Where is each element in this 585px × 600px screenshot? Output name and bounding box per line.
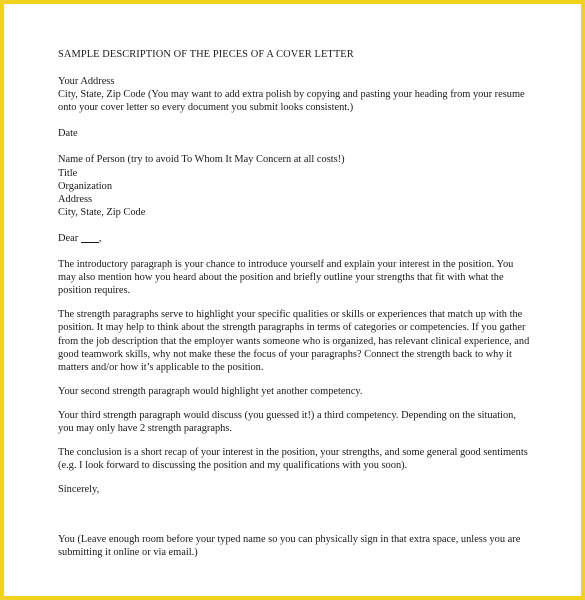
paragraph-line: may also mention how you heard about the position and briefly outline your strengths that fit with what the: [58, 272, 504, 284]
paragraph-line: position requires.: [58, 285, 131, 297]
paragraph-line: matters and/or how it’s applicable to the position.: [58, 361, 264, 373]
paragraph-line: you may only have 2 strength paragraphs.: [58, 422, 232, 434]
third-strength-paragraph: [58, 409, 538, 435]
recipient-block: [58, 153, 538, 218]
salutation: [58, 232, 538, 245]
sender-address-block: [58, 75, 538, 114]
paragraph-line: The strength paragraphs serve to highlight your specific qualities or skills or experiences that match up with the: [58, 309, 523, 321]
salutation-punct: ,: [98, 232, 102, 244]
sender-address-line: onto your cover letter so every document you submit looks consistent.): [58, 102, 354, 114]
cover-letter-page: [58, 48, 538, 571]
paragraph-line: (e.g. I look forward to discussing the position and my qualifications with you soon).: [58, 460, 408, 472]
sender-address-line: Your Address: [58, 76, 115, 88]
document-title: SAMPLE DESCRIPTION OF THE PIECES OF A COVER LETTER: [58, 49, 354, 60]
signature-line: submitting it online or via email.): [58, 547, 198, 559]
signature-line: You (Leave enough room before your typed name so you can physically sign in that extra space, unless you are: [58, 534, 521, 546]
conclusion-paragraph: [58, 446, 538, 472]
signature-block: [58, 533, 538, 559]
second-strength-paragraph: [58, 385, 538, 398]
closing: Sincerely,: [58, 484, 100, 496]
strength-paragraph: [58, 308, 538, 373]
paragraph-line: Your third strength paragraph would discuss (you guessed it!) a third competency. Depending on the situation,: [58, 409, 516, 421]
paragraph-line: The introductory paragraph is your chance to introduce yourself and explain your interest in the position. You: [58, 259, 514, 271]
signature-space: [58, 507, 538, 533]
recipient-line: Address: [58, 193, 93, 205]
salutation-blank: [81, 232, 99, 243]
recipient-line: Title: [58, 167, 78, 179]
sender-address-line: City, State, Zip Code (You may want to add extra polish by copying and pasting your heading from your resume: [58, 89, 525, 101]
recipient-line: Organization: [58, 180, 113, 192]
paragraph-line: from the job description that the employer wants someone who is organized, has relevant clinical experience, and: [58, 335, 530, 347]
paragraph-line: good teamwork skills, why not make these the focus of your paragraphs? Connect the strength back to why it: [58, 348, 512, 360]
intro-paragraph: [58, 258, 538, 297]
paragraph-line: position. It may help to think about the strength paragraphs in terms of categories or competencies. If you gather: [58, 322, 526, 334]
salutation-text: Dear: [58, 232, 79, 244]
paragraph-line: The conclusion is a short recap of your interest in the position, your strengths, and some general good sentiments: [58, 447, 528, 459]
paragraph-line: Your second strength paragraph would highlight yet another competency.: [58, 385, 363, 397]
recipient-line: Name of Person (try to avoid To Whom It May Concern at all costs!): [58, 154, 345, 166]
date-line: Date: [58, 128, 78, 140]
recipient-line: City, State, Zip Code: [58, 206, 146, 218]
